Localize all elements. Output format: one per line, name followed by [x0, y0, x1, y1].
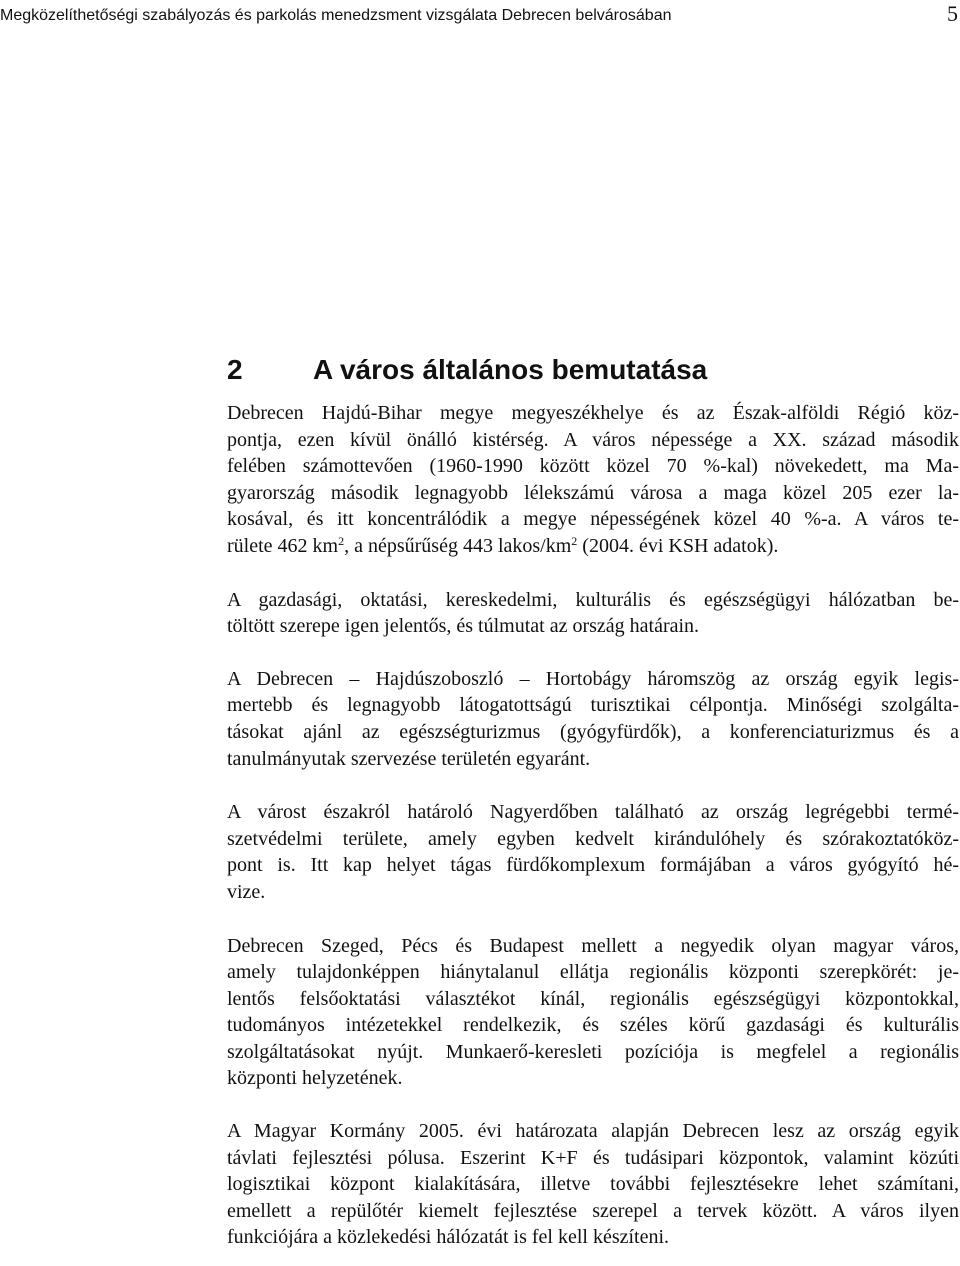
section-title: A város általános bemutatása — [313, 354, 708, 385]
text-line: Debrecen Hajdú-Bihar megye megyeszékhelye és az Észak-alföldi Régió köz- — [227, 402, 959, 424]
text-line: funkciójára a közlekedési hálózatát is fel kell készíteni. — [227, 1226, 670, 1249]
text-line: mertebb és legnagyobb látogatottságú turisztikai célpontja. Minőségi szolgálta- — [227, 694, 959, 717]
text-line: A gazdasági, oktatási, kereskedelmi, kulturális és egészségügyi hálózatban be- — [227, 588, 959, 611]
text-line: központi helyzetének. — [227, 1067, 403, 1090]
text-line: Debrecen Szeged, Pécs és Budapest mellett a negyedik olyan magyar város, — [227, 934, 959, 957]
text-line — [227, 533, 959, 560]
text-line: emellett a repülőtér kiemelt fejlesztése szerepel a tervek között. A város ilyen — [227, 1199, 959, 1222]
section-heading — [227, 350, 959, 390]
text-line: A Magyar Kormány 2005. évi határozata alapján Debrecen lesz az ország egyik — [227, 1120, 959, 1143]
text-line: kosával, és itt koncentrálódik a megye népességének közel 40 %-a. A város te- — [227, 508, 959, 531]
text-line: gyarország második legnagyobb lélekszámú városa a maga közel 205 ezer la- — [227, 481, 959, 504]
text-line: tanulmányutak szervezése területén egyaránt. — [227, 747, 591, 770]
area-text: rülete 462 km — [227, 534, 339, 557]
paragraph-development-pole — [227, 1118, 959, 1251]
source-text: (2004. évi KSH adatok). — [577, 534, 779, 557]
paragraph-role — [227, 587, 959, 640]
text-line: felében számottevően (1960-1990 között közel 70 %-kal) növekedett, ma Ma- — [227, 455, 959, 478]
text-line: távlati fejlesztési pólusa. Eszerint K+F és tudásipari központok, valamint közúti — [227, 1146, 959, 1169]
text-line: logisztikai központ kialakítására, illetve további fejlesztésekre lehet számítani, — [227, 1173, 959, 1196]
text-line: vize. — [227, 880, 266, 903]
paragraph-tourism — [227, 666, 959, 772]
paragraph-city-overview — [227, 400, 959, 560]
running-header — [0, 0, 960, 40]
text-line: tásokat ajánl az egészségturizmus (gyógyfürdők), a konferenciaturizmus és a — [227, 720, 959, 743]
text-line: pontja, ezen kívül önálló kistérség. A város népessége a XX. század második — [227, 428, 959, 451]
text-line: töltött szerepe igen jelentős, és túlmutat az ország határain. — [227, 615, 700, 638]
density-text: , a népsűrűség 443 lakos/km — [344, 534, 572, 557]
paragraph-nagyerdo — [227, 799, 959, 905]
page-number: 5 — [947, 1, 958, 26]
text-line: A várost északról határoló Nagyerdőben található az ország legrégebbi termé- — [227, 801, 959, 824]
main-content — [227, 350, 959, 1251]
text-line: lentős felsőoktatási választékot kínál, regionális egészségügyi központokkal, — [227, 987, 959, 1010]
superscript: 2 — [338, 533, 345, 548]
text-line: A Debrecen – Hajdúszoboszló – Hortobágy háromszög az ország egyik legis- — [227, 667, 959, 690]
text-line: amely tulajdonképpen hiánytalanul ellátja regionális központi szerepkörét: je- — [227, 961, 959, 984]
text-line: szolgáltatásokat nyújt. Munkaerő-keresleti pozíciója is megfelel a regionális — [227, 1040, 959, 1063]
superscript: 2 — [571, 533, 578, 548]
document-title: Megközelíthetőségi szabályozás és parkolás menedzsment vizsgálata Debrecen belvárosában — [0, 7, 672, 24]
paragraph-regional-center — [227, 933, 959, 1093]
text-line: pont is. Itt kap helyet tágas fürdőkomplexum formájában a város gyógyító hé- — [227, 854, 959, 877]
text-line: szetvédelmi területe, amely egyben kedvelt kirándulóhely és szórakoztatóköz- — [227, 827, 959, 850]
section-number: 2 — [227, 354, 243, 385]
text-line: tudományos intézetekkel rendelkezik, és széles körű gazdasági és kulturális — [227, 1014, 959, 1037]
